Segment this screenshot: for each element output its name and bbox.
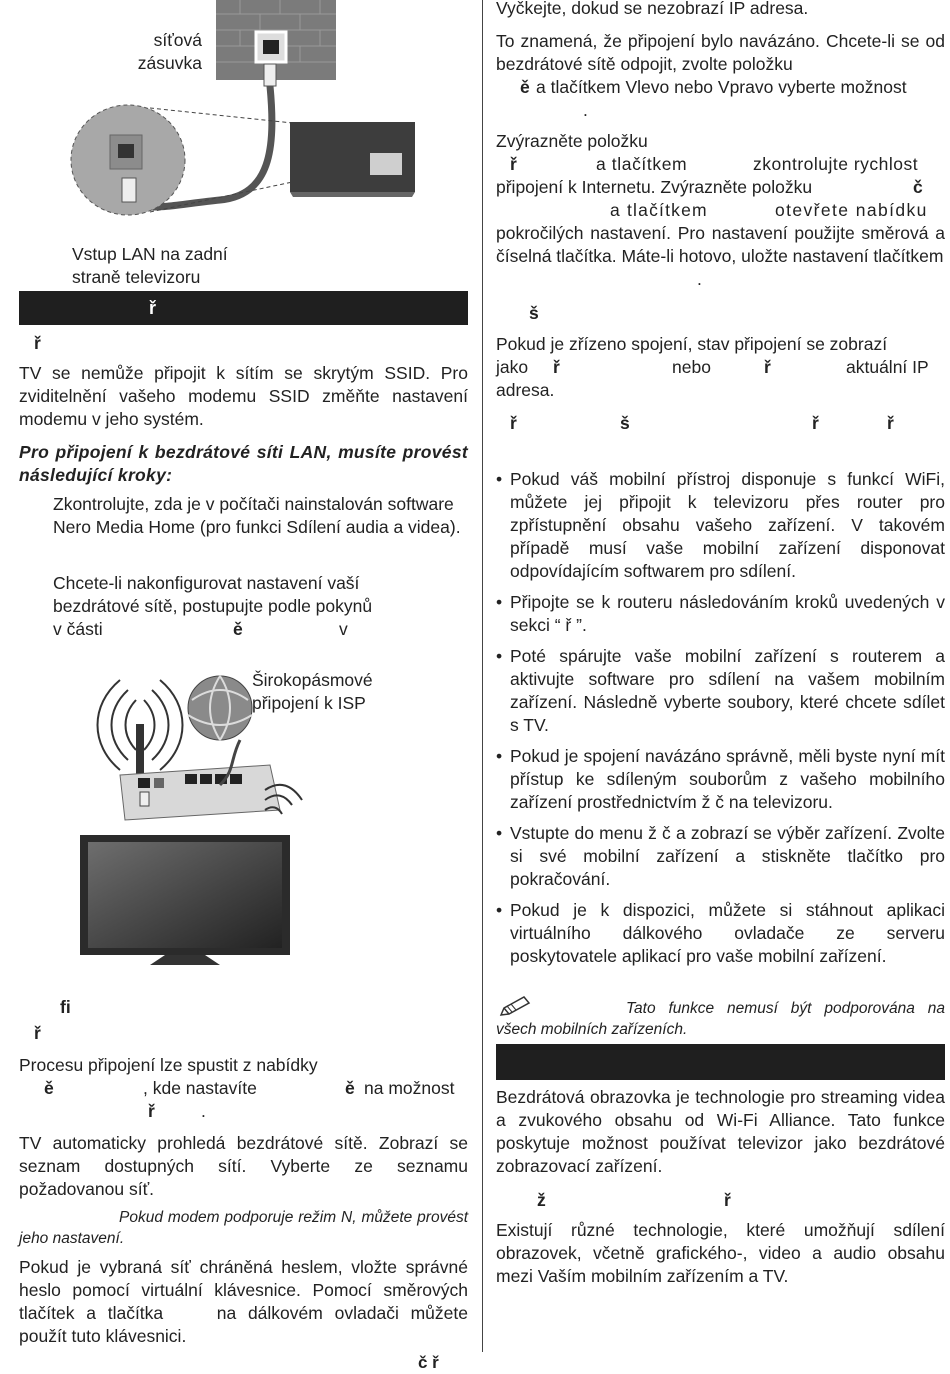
- p3-text-3: na možnost: [364, 1078, 455, 1098]
- step-nero: Zkontrolujte, zda je v počítači nainstalován software Nero Media Home (pro funkci Sdílení audia a videa).: [53, 494, 461, 537]
- isp-label-line1: Širokopásmové: [252, 670, 373, 690]
- step-configure-v: v: [339, 619, 348, 639]
- paragraph-ssid: TV se nemůže připojit k sítím se skrytým SSID. Pro zviditelnění vašeho modemu SSID změňte nastavení modemu v jeho systém.: [19, 363, 468, 429]
- subheading-2: fi: [60, 997, 71, 1017]
- p5-text: Pokud je vybraná síť chráněná heslem, vložte správné heslo pomocí virtuální klávesnice. Pomocí směrových tlačítek a tlačítka: [19, 1257, 468, 1323]
- r3-text-3: připojení k Internetu. Zvýrazněte položku: [496, 177, 813, 197]
- list-item: • Vstupte do menu ž č a zobrazí se výběr zařízení. Zvolte si své mobilní zařízení a stiskněte tlačítko pro pokračování.: [496, 822, 945, 891]
- p5-text-b: na dálkovém ovladači můžete použít tuto klávesnici.: [19, 1303, 468, 1346]
- tv-stand: [150, 955, 220, 965]
- subheading-3: š: [529, 303, 539, 323]
- step-configure-bold: ě: [233, 619, 243, 639]
- p3-bold-1: ě: [44, 1078, 54, 1098]
- r3-bold-1: ř: [510, 154, 517, 174]
- p3-bold-3: ř: [148, 1101, 155, 1121]
- p3-bold-2: ě: [345, 1078, 355, 1098]
- subheading-4d: ř: [887, 413, 894, 433]
- r3-dot: .: [697, 269, 702, 289]
- r3-bold-2: č: [913, 177, 923, 197]
- r3-text-5: otevřete nabídku: [775, 200, 928, 220]
- socket-label-line2: zásuvka: [137, 53, 202, 73]
- p3-text-4: .: [201, 1101, 206, 1121]
- wireless-display-header-bar: [496, 1044, 945, 1080]
- r3-text-6: pokročilých nastavení. Pro nastavení použijte směrová a číselná tlačítka. Máte-li hotovo, uložte nastavení tlačítkem: [496, 223, 945, 266]
- sharing-bullet-list: [496, 468, 945, 976]
- paragraph-wireless-display: Bezdrátová obrazovka je technologie pro streaming videa a zvukového obsahu od Wi-Fi Alliance. Tato funkce poskytuje možnost používat televizor jako bezdrátové zobrazovací zařízení.: [496, 1087, 945, 1176]
- r2-text: a tlačítkem Vlevo nebo Vpravo vyberte možnost: [536, 77, 907, 97]
- paragraph-auto-scan: TV automaticky prohledá bezdrátové sítě. Zobrazí se seznam dostupných sítí. Vyberte ze seznamu požadovanou síť.: [19, 1133, 468, 1199]
- lan-label-line2: straně televizoru: [72, 267, 201, 287]
- lan-label-line1: Vstup LAN na zadní: [72, 244, 228, 264]
- r4-bold-2: ř: [764, 357, 771, 377]
- lan-connection-figure: [40, 0, 440, 240]
- subheading-5a: ž: [537, 1190, 546, 1210]
- paragraph-disconnect: To znamená, že připojení bylo navázáno. Chcete-li se od bezdrátové sítě odpojit, zvolte položku: [496, 31, 945, 74]
- r3-text-1: a tlačítkem: [596, 154, 688, 174]
- list-item: • Poté spárujte vaše mobilní zařízení s routerem a aktivujte software pro sdílení na vašem mobilním zařízení. Následně vyberte soubory, které chcete sdílet s TV.: [496, 645, 945, 737]
- r3-text-4: a tlačítkem: [610, 200, 708, 220]
- r4-bold-1: ř: [553, 357, 560, 377]
- section-header-text: ř: [149, 298, 157, 318]
- paragraph-status: Pokud je zřízeno spojení, stav připojení se zobrazí: [496, 334, 888, 354]
- paragraph-highlight: Zvýrazněte položku: [496, 131, 648, 151]
- r2-dot: .: [583, 100, 588, 120]
- r4-text-4: adresa.: [496, 380, 555, 400]
- paragraph-password: [19, 1256, 468, 1348]
- r4-text-1: jako: [496, 357, 529, 377]
- r4-text-3: aktuální IP: [846, 357, 929, 377]
- subheading-1: ř: [34, 333, 41, 353]
- socket-label-line1: síťová: [153, 30, 202, 50]
- p3-text-2: , kde nastavíte: [143, 1078, 257, 1098]
- step-configure-tail: v části: [53, 619, 103, 639]
- column-divider: [482, 0, 483, 1352]
- r4-text-2: nebo: [672, 357, 711, 377]
- page-footer: č ř: [418, 1353, 439, 1372]
- list-item: • Pokud je spojení navázáno správně, měli byste nyní mít přístup ke sdíleným souborům z vašeho mobilního zařízení prostřednictvím ž č na televizoru.: [496, 745, 945, 814]
- step-configure: Chcete-li nakonfigurovat nastavení vaší bezdrátové sítě, postupujte podle pokynů: [53, 573, 373, 616]
- paragraph-process-start: Procesu připojení lze spustit z nabídky: [19, 1055, 318, 1075]
- note-n-mode: Pokud modem podporuje režim N, můžete provést jeho nastavení.: [19, 1209, 468, 1247]
- subheading-5b: ř: [724, 1190, 731, 1210]
- list-item: • Připojte se k routeru následováním kroků uvedených v sekci “ ř ”.: [496, 591, 945, 637]
- note-mobile-support: Tato funkce nemusí být podporována na všech mobilních zařízeních.: [496, 1000, 945, 1038]
- globe-icon: [188, 676, 252, 740]
- isp-label-line2: připojení k ISP: [252, 693, 366, 713]
- section-header-bar: [19, 291, 468, 325]
- paragraph-wireless-steps-intro: Pro připojení k bezdrátové síti LAN, musíte provést následující kroky:: [19, 442, 468, 485]
- paragraph-wait-ip: Vyčkejte, dokud se nezobrazí IP adresa.: [496, 0, 809, 18]
- list-item: • Pokud váš mobilní přístroj disponuje s funkcí WiFi, můžete jej připojit k televizoru přes router pro zpřístupnění obsahu vašeho zařízení. V takovém případě musí vaše mobilní zařízení disponovat odpovídajícím softwarem pro sdílení.: [496, 468, 945, 583]
- list-item: • Pokud je k dispozici, můžete si stáhnout aplikaci virtuálního dálkového ovladače ze serveru poskytovatele aplikací pro vaše mobilní zařízení.: [496, 899, 945, 968]
- paragraph-technologies: Existují různé technologie, které umožňují sdílení obrazovek, včetně grafického-, video a audio obsahu mezi Vaším mobilním zařízením a TV.: [496, 1220, 945, 1286]
- rj45-plug: [264, 64, 276, 86]
- r3-text-2: zkontrolujte rychlost: [753, 154, 919, 174]
- r2-bold: ě: [520, 77, 530, 97]
- subheading-4a: ř: [510, 413, 517, 433]
- subheading-4c: ř: [812, 413, 819, 433]
- subheading-4b: š: [620, 413, 630, 433]
- subheading-2b: ř: [34, 1023, 41, 1043]
